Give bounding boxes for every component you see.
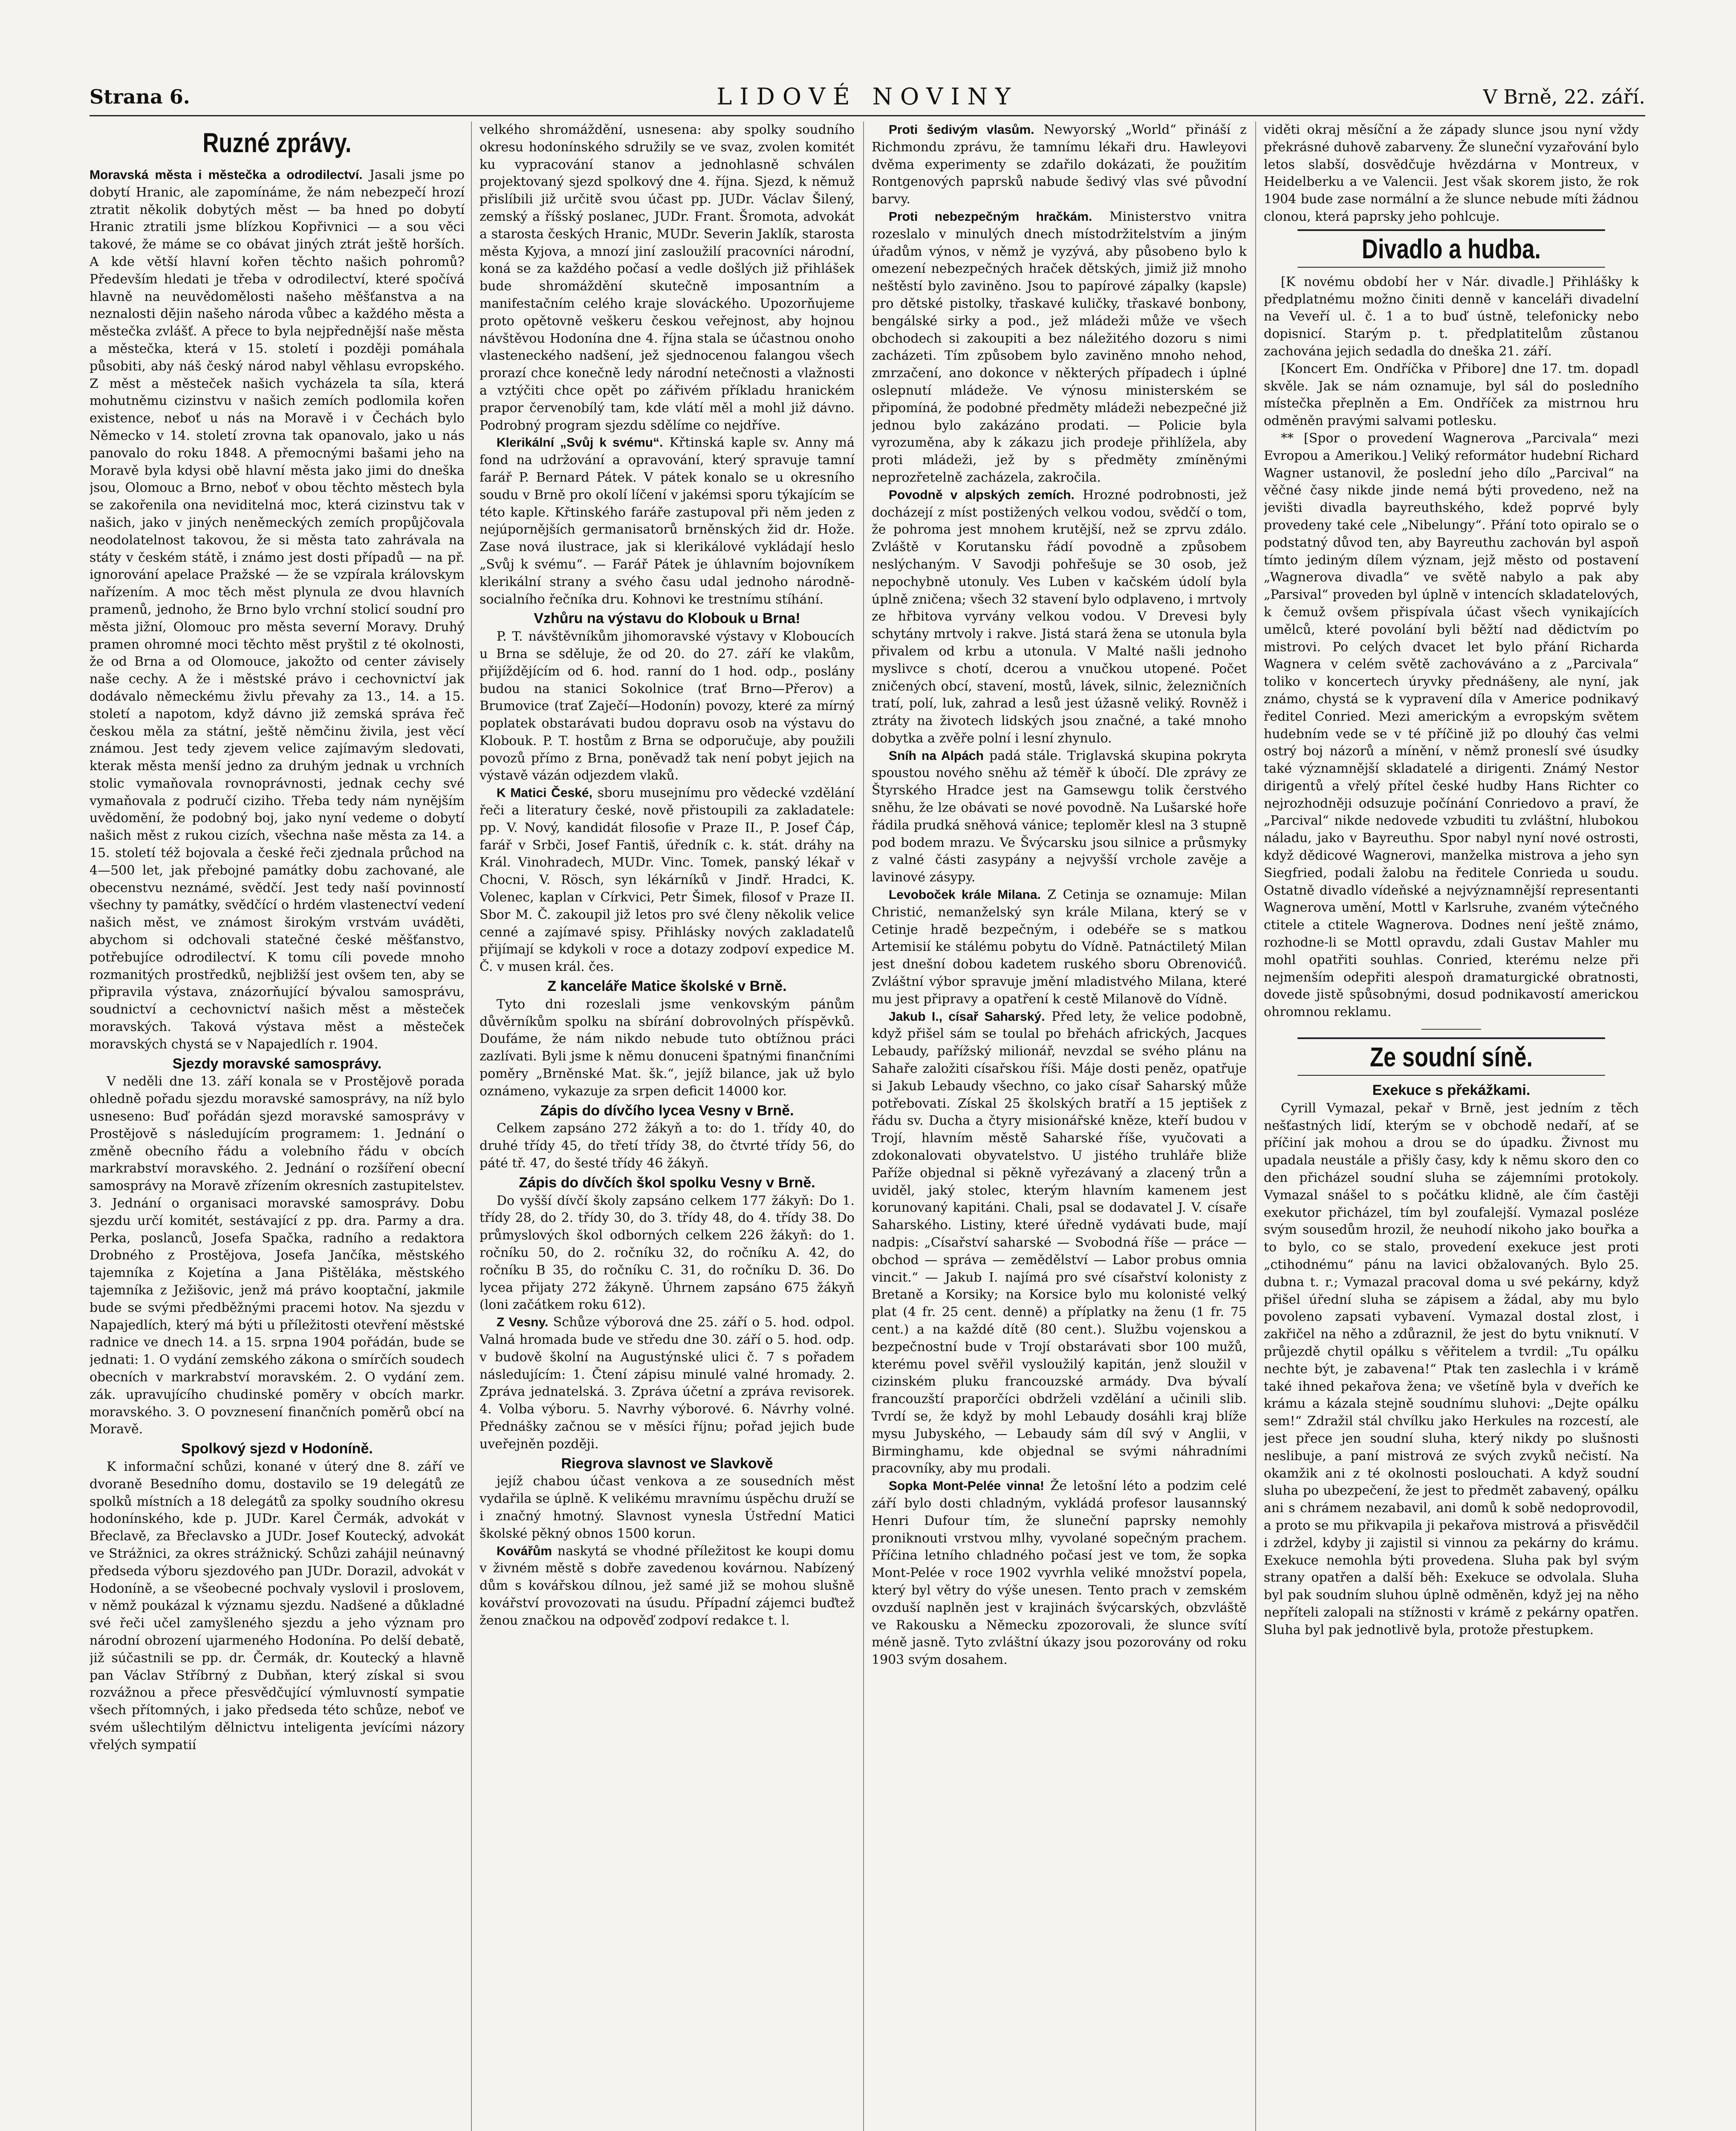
column-4 [1264, 121, 1639, 2131]
article-heading: Klerikální „Svůj k svému“. [497, 436, 663, 450]
article-heading: Jakub I., císař Saharský. [889, 1009, 1045, 1024]
section-title: Ruzné zprávy. [202, 127, 352, 158]
article-text: Z Cetinja se oznamuje: Milan Christić, nemanželský syn krále Milana, který se v Cetinje hradě bezpečným, i odebéře se s matkou Artemisií ke stálému pobytu do Vídně. Patnáctiletý Milan jest dnešní dobou kadetem ruského sboru Obrenovićů. Zvláštní výbor spravuje jmění mladistvého Milana, které mu jest připravy a opatření k cestě Milanově do Vídně. [872, 887, 1247, 1007]
article [479, 1543, 855, 1630]
article-heading: Sníh na Alpách [889, 748, 984, 763]
article-heading: Kovářům [497, 1544, 552, 1558]
article-text: velkého shromáždění, usnesena: aby spolky soudního okresu hodonínského sdružily se ve svaz, zvolen komitét ku vypracování stanov a jednohlasně schválen projektovaný sjezd spolkový dne 4. října. Sjezd, k němuž přislíbili již určitě svou účast pp. JUDr. Václav Šilený, zemský a říšský poslanec, JUDr. Frant. Šromota, advokát a starosta českých Hranic, MUDr. Severin Jaklík, starosta města Kyjova, a mnozí jiní zasloužilí pracovníci národní, koná se za každého počasí a vedle došlých již přihlášek bude shromáždění skutečně imposantním a manifestačním celého kraje slováckého. Upozorňujeme proto opětovně veškeru českou veřejnost, aby hojnou návštěvou Hodonína dne 4. října stala se účastnou onoho vlasteneckého nadšení, jež sjednocenou falangou všech prorazí chce konečně ledy národní netečnosti a vlažnosti a vztýčiti chce opět po zářivém příkladu hranickém prapor červenobílý tam, kde vlátí měl a mohl již dávno. Podrobný program sjezdu sdělíme co nejdříve. [479, 122, 855, 433]
article-text: [K novému období her v Nár. divadle.] Přihlášky k předplatnému možno činiti denně v kanceláři divadelní na Veveří ul. č. 1 a to buď ústně, telefonicky nebo dopisnicí. Starým p. t. předplatitelům zůstanou zachována jejich sedadla do dneška 21. září. [1264, 274, 1639, 359]
section-title: Divadlo a hudba. [1297, 229, 1605, 268]
article-text: ** [Spor o provedení Wagnerova „Parcivala“ mezi Evropou a Amerikou.] Veliký reformátor hudební Richard Wagner ustanovil, že poslední jeho dílo „Parcival“ na věčné časy nikde jinde nemá býti provedeno, než na jevišti divadla bayreuthského, kdež poprvé byly provedeny také cele „Nibelungy“. Přání toto opiralo se o podstatný důvod ten, aby Bayreuthu zachován byl aspoň tímto jediným dílem význam, jejž město od postavení „Wagnerova divadla“ ve světě nabylo a pak aby „Parsival“ proveden byl úplně v intencích skladatelových, k čemuž ovšem přispívala účast všech vynikajících umělců, které povolání byli běžtí nad dědictvím po mistrovi. Po celých dvacet let bylo přání Richarda Wagnera v celém světě zachováváno a z „Parcivala“ toliko v koncertech úryvky přednášeny, ale nyní, jak známo, chystá se k vypravení díla v Americe podnikavý ředitel Conried. Mezi americkým a evropským světem hudebním vede se v té příčině již po dlouhý čas velmi ostrý boj názorů a mínění, v němž proneslí své úsudky také významnější skladatelé a dirigenti. Známý Nestor dirigentů a vřelý přítel české hudby Hans Richter co nejrozhodněji odsuzuje počínání Conriedovo a praví, že „Parcival“ nikde nedovede vzbuditi tu zvláštní, hlubokou náladu, jako v Bayreuthu. Spor nabyl nyní nové ostrosti, když dědicové Wagnerovi, manželka mistrova a jeho syn Siegfried, podali žalobu na ředitele Conrieda u soudu. Ostatně divadlo vídeňské a nejvýznamnější representanti Wagnerova umění, Mottl v Karlsruhe, zvaném výtečného ctitele a ctitele Wagnerova. Dodnes není ještě známo, rozhodne-li se Mottl opravdu, zdali Gustav Mahler mu mohl opatřiti souhlas. Conried, kterému nelze při nejmenším odepřiti alespoň dramaturgické obratnosti, dovede jistě spůsobnými, dosud podnikavostí americkou ohromnou reklamu. [1264, 430, 1639, 1020]
article-text: sboru musejnímu pro vědecké vzdělání řeči a literatury české, nově přistoupili za zakladatele: pp. V. Nový, kandidát filosofie v Praze II., P. Josef Čáp, farář v Srbči, Josef Fantiš, úředník c. k. stát. dráhy na Král. Vinohradech, MUDr. Vinc. Tomek, panský lékař v Chocni, V. Rösch, syn lékárníků v Jindř. Hradci, K. Volenec, kaplan v Církvici, Petr Šimek, filosof v Praze II. Sbor M. Č. zakoupil již letos pro své členy několik velice cenné a zajímavé spisy. Přihlásky nových zakladatelů přijímají se kdykoli v roce a dotazy zodpoví expedice M. Č. v musen král. čes. [479, 785, 855, 975]
article [479, 434, 855, 608]
article-heading: Proti šedivým vlasům. [889, 123, 1034, 137]
article-text: V neděli dne 13. září konala se v Prostějově porada ohledně pořadu sjezdu moravské samosprávy, na níž bylo usneseno: Buď pořádán sjezd moravské samosprávy v Prostějově s následujícím programem: 1. Jednání o změně obecního řádu a volebního řádu v obcích markrabství moravského. 2. Jednání o rozšíření obecní samosprávy na Moravě zřízením okresních zastupitelstev. 3. Jednání o organisaci moravské samosprávy. Dobu sjezdu určí komitét, sestávající z pp. dra. Parmy a dra. Perka, poslanců, Josefa Spačka, radního a redaktora Drobného z Prostějova, Josefa Jančíka, městského tajemníka z Kojetína a Jana Pištěláka, městského tajemníka z Ježišovic, jenž má právo kooptační, jakmile bude se svými předběžnými pracemi hotov. Na sjezdu v Napajedlích, který má býti u příležitosti otevření městské radnice ve dnech 14. a 15. srpna 1904 pořádán, bude se jednati: 1. O vydání zemského zákona o smírčích soudech obecních v markrabství moravském. 2. O vydání zem. zák. upravujícího chudinské poměry v obcích markr. moravského. 3. O povznesení finančních poměrů obcí na Moravě. [90, 1074, 465, 1437]
article-text: P. T. návštěvníkům jihomoravské výstavy v Kloboucích u Brna se sděluje, že od 20. do 27. září ke vlakům, přijíždějícím od 6. hod. ranní do 1 hod. odp., poslány budou na stanici Sokolnice (trať Brno—Přerov) a Brumovice (trať Zaječí—Hodonín) povozy, které za mírný poplatek obstarávati budou dopravu osob na výstavu do Klobouk. P. T. hostům z Brna se odporučuje, aby použili povozů přímo z Brna, poněvadž tak není pobyt jejich na výstavě vázán odjezdem vlaků. [479, 629, 855, 783]
article [872, 208, 1247, 487]
column-1 [90, 121, 465, 2131]
article-text: Newyorský „World“ přináší z Richmondu zprávu, že tamnímu lékaři dru. Hawleyovi dvěma experimenty se zdařilo dokázati, že použitím Rontgenových paprsků nabude šedivý vlas své původní barvy. [872, 122, 1247, 207]
issue-date: V Brně, 22. září. [1483, 85, 1645, 108]
article [90, 167, 465, 1054]
article-text: Ministerstvo vnitra rozeslalo v minulých dnech místodržitelstvím a jiným úřadům výnos, v němž je vyzývá, aby působeno bylo k omezení nebezpečných hraček dětských, jimiž již mnoho neštěstí bylo zaviněno. Jsou to papírové zápalky (kapsle) pro dětské pistolky, třaskavé kuličky, třaskavé bonbony, bengálské sirky a pod., jež mládeži může ve všech obchodech si zakoupiti a bez náležitého dozoru s nimi zacházeti. Tím způsobem bylo zaviněno mnoho nehod, zmrzačení, ano dokonce v některých případech i úplné oslepnutí mládeže. Ve výnosu ministerském se připomíná, že podobné předměty mládeži nebezpečné již jednou bylo zakázáno prodati. — Policie byla vyrozuměna, aby k zákazu jich prodeje přihlížela, aby proti mládeži, jež by s předměty zmíněnými neprozřetelně zacházela, zakročila. [872, 209, 1247, 485]
article-heading: Proti nebezpečným hračkám. [889, 209, 1092, 224]
article-text: Křtinská kaple sv. Anny má fond na udržování a opravování, který spravuje tamní farář P. Bernard Pátek. V pátek konalo se u okresního soudu v Brně pro okolí líčení v jakémsi sporu týkajícím se této kaple. Křtinského faráře zastupoval při něm jeden z nejúpornějších germanisatorů brněnských žid dr. Hože. Zase nová ilustrace, jak si klerikálové vykládají heslo „Svůj k svému“. — Farář Pátek je úhlavním bojovníkem klerikální strany a svého času udal jednoho národně-socialního řečníka dru. Kohnovi ke trestnímu stíhání. [479, 435, 855, 607]
column-rule [863, 121, 864, 2131]
column-2 [479, 121, 855, 2131]
article-heading: Zápis do dívčích škol spolku Vesny v Brně. [519, 1174, 815, 1191]
article-text: Jasali jsme po dobytí Hranic, ale zapomínáme, že nám nebezpečí hrozí ztratit několik dobytých měst — ba hned po dobytí Hranic ztratili jsme blízkou Kopřivnici — a sou věci takové, že máme se co obávat jiných ztrát ještě horších. A kde větší hlavní kořen těchto našich pohromů? Především hledati je třeba v odrodilectví, které spočívá hlavně na neuvědomělosti našeho měšťanstva a na neznalosti dějin našeho národa vůbec a každého města a městečka zvlášť. A přece to byla nejpřednější naše města a městečka, která v 15. století i později pomáhala působiti, aby náš český národ nabyl věhlasu evropského. Z měst a městeček našich vycházela ta síla, která mohutněmu cizinstvu v našich zemích podlomila kořen existence, neboť u nás na Moravě i v Čechách bylo Německo v 14. století zrovna tak opanovalo, jako u nás panovalo do roku 1848. A přemocnými bašami jeho na Moravě byla kdysi obě hlavní města jako jimi do dneška jsou, Olomouc a Brno, neboť v obou těchto městech byla se zakořenila ona neviditelná moc, která cizinstvu tak v našich, jako v jiných neněmeckých zemích propůjčovala neodolatelnost takovou, že si města tato zahrávala na státy v českém státě, i známo jest dosti případů — na př. ignorování apelace Pražské — že se vzpírala královskym nařízením. A moc těch měst plynula ze dvou hlavních pramenů, jednoho, že Brno bylo vrchní stolicí soudní pro města jižní, Olomouc pro města severní Moravy. Druhý pramen ohromné moci těchto měst pryštil z té okolnosti, že od Brna a od Olomouce, jakožto od center závisely naše cechy. A že i městské právo i cechovnictví jak dodávalo německému živlu převahy za 13., 14. a 15. století a napotom, když dávno již zemská správa řeč českou měla za státní, ještě němčinu živila, jest věcí známou. Jest tedy zjevem velice zajímavým sledovati, kterak města menší jedno za druhým jednak u vrchních stolic vymaňovala rovnoprávnosti, jednak cechy své vymaňovala z područí ciziho. Třeba tedy nám nynějším uvědomění, že podobný boj, jako nyní vedeme o dobytí našich měst z rukou cizích, všechna naše města za 14. a 15. století též bojovala a české řeči zjednala průchod na 4—500 let, jak přebojné památky dobu zachované, ale obecenstvu neznámé, svědčí. Jest tedy naší povinností všechny ty památky, svědčící o hrdém vlastenectví vedení našich měst, ve známost širokým vrstvám uváděti, abychom si odchovali statečné české měšťanstvo, potřebujíce odrodilectví. K tomu cíli povede mnoho rozmanitých prostředků, nejbližší jest ovšem ten, aby se připravila výstava, znázorňující bývalou samosprávu, soudnictví a cechovnictví našich měst a městeček moravských. Taková výstava měst a městeček moravských chystá se v Napajedlích r. 1904. [90, 167, 465, 1052]
article-heading: Zápis do dívčího lycea Vesny v Brně. [540, 1102, 794, 1119]
article [872, 1008, 1247, 1478]
article-heading: Riegrova slavnost ve Slavkově [561, 1455, 773, 1472]
article-heading: Vzhůru na výstavu do Klobouk u Brna! [534, 610, 800, 627]
article-heading: Z kanceláře Matice školské v Brně. [547, 978, 787, 995]
page-header [90, 77, 1645, 116]
article-heading: Povodně v alpských zemích. [889, 488, 1075, 502]
article-text: Hrozné podrobnosti, jež docházejí z míst postižených velkou vodou, svědčí o tom, že pohroma jest mnohem krutější, než se zprvu zdálo. Zvláště v Korutansku řádí povodně a způsobem neslýchaným. V Savodji pohřešuje se 30 osob, jež nepochybně utonuly. Ves Luben v kačském údolí byla úplně zničena; všech 32 stavení bylo odplaveno, i mrtvoly ze hřbitova vyrvány velkou vodou. V Drevesi byly schytány mrtvoly i rakve. Jistá stará žena se utonula byla přivalem od krbu a utonula. V Malté našli jednoho myslivce s chotí, dcerou a vnučkou utopené. Počet zničených obcí, stavení, mostů, lávek, silnic, železničních tratí, polí, luk, zahrad a lesů jest úžasně veliký. Rovněž i ztráty na životech lidských jsou značné, a také mnoho dobytka a zvěře polní i lesní zhynulo. [872, 487, 1247, 746]
article-heading: Exekuce s překážkami. [1372, 1082, 1531, 1099]
article-heading: Levoboček krále Milana. [889, 888, 1041, 902]
section-title: Ze soudní síně. [1297, 1037, 1605, 1076]
article [872, 487, 1247, 748]
page-number: Strana 6. [90, 85, 190, 108]
article-heading: Sopka Mont-Pelée vinna! [889, 1479, 1044, 1493]
divider [1421, 1029, 1481, 1030]
article-text: naskytá se vhodné příležitost ke koupi domu v živném městě s dobře zavedenou kovárnou. Nabízený dům s kovářskou dílnou, jež samé již se mohou slušně kovářství provozovati na úsudu. Případní zájemci buďtež ženou značkou na odpověď zodpoví redakce t. l. [479, 1543, 855, 1628]
article-heading: Z Vesny. [497, 1315, 549, 1330]
article [872, 121, 1247, 208]
article-heading: K Matici České, [497, 786, 592, 800]
article [479, 1314, 855, 1453]
article [872, 1478, 1247, 1669]
article [872, 748, 1247, 886]
article [872, 886, 1247, 1008]
article-text: [Koncert Em. Ondříčka v Přibore] dne 17. tm. dopadl skvěle. Jak se nám oznamuje, byl sál do posledního místečka přeplněn a Em. Ondříček za mistrnou hru odměněn pravými salvami potlesku. [1264, 361, 1639, 429]
column-rule [1255, 121, 1256, 2131]
article-heading: Spolkový sjezd v Hodoníně. [181, 1441, 373, 1457]
article [479, 785, 855, 976]
article-text: jejíž chabou účast venkova a ze sousedních měst vydařila se úplně. K velikému mravnímu úspěchu druží se i značný hmotný. Slavnost vynesla Ústřední Matici školské pěkný obnos 1500 korun. [479, 1474, 855, 1541]
column-3 [872, 121, 1247, 2131]
article-text: Celkem zapsáno 272 žákyň a to: do 1. třídy 40, do druhé třídy 45, do třetí třídy 38, do čtvrté třídy 56, do páté tř. 47, do šesté třídy 46 žákyň. [479, 1121, 855, 1171]
article-heading: Sjezdy moravské samosprávy. [172, 1055, 382, 1072]
article-text: Cyrill Vymazal, pekař v Brně, jest jedním z těch nešťastných lidí, kterým se v obchodě nedaří, ať se příčiní jak mohou a drou se do úpadku. Živnost mu upadala neustále a přišly časy, kdy k němu skoro den co den přicházel soudní sluha se zájemními protokoly. Vymazal snášel to s počátku klidně, ale čím častěji exekutor přicházel, tím byl zoufalejší. Vymazal posléze svým sousedům hrozil, že neuhodí nikoho jako bouřka a to bylo, co se stalo, provedení exekuce jest proti „ctihodnému“ pánu na lavici obžalovaných. Bylo 25. dubna t. r.; Vymazal pracoval doma u své pekárny, když přišel úřední sluha se zápisem a žádal, aby mu bylo povoleno zapsati vybavení. Vymazal dostal zlost, i zakřičel na něho a zdůraznil, že jest do bytu vniknutí. V průjezdě chytil opálku s věřitelem a tvrdil: „Tu opálku nechte být, je zabavena!“ Ptak ten zaslechla i v krámě také ihned pekařova žena; ve všetíně byla v dveřích ke krámu a kázala stejně soudnímu sluhovi: „Dejte opálku sem!“ Zdražil stál chvílku jako Herkules na rozcestí, ale jest přece jen soudní sluha, který nikdy po slušnosti neslibuje, a paní mistrová ze svých zvyků nečistí. Na okamžik ani z té okolnosti poslouchati. A když soudní sluha po ubezpečení, že jest to předmět zabavený, opálku ani s chrámem nezabavil, ani domů k sobě nedoprovodil, a proto se mu přikvapila ji pekařova mistrová a přisvědčil i zdržel, kdyby ji zajistil si vinnou za pekárny do krámu. Exekuce nemohla býti provedena. Sluha pak byl svým strany opatřen a další běh: Exekuce se odvolala. Sluha byl pak soudním sluhou úplně odměněn, když jej na něho nepříteli zalopali na stížnosti v krámě z pekárny opatřen. Sluha byl pak jednotlivě byla, protože přestupkem. [1264, 1100, 1639, 1637]
article-text: Tyto dni rozeslali jsme venkovským pánům důvěrníkům spolku na sbírání dobrovolných příspěvků. Doufáme, že nám nikdo nebude tuto obtížnou práci zazlívati. Byli jsme k němu donuceni špatnými finančními poměry „Brněnské Mat. šk.“, jejíž bilance, jak už bylo oznámeno, vykazuje za srpen deficit 14000 kor. [479, 996, 855, 1099]
article-text: padá stále. Triglavská skupina pokryta spoustou nového sněhu až téměř k úbočí. Dle zprávy ze Štyrského Hradce jest na Gamsewgu tolik čerstvého sněhu, že lze obávati se nové povodně. Na Lušarské hoře řádila prudká sněhová vánice; teploměr klesl na 3 stupně pod bodem mrazu. Ve Švýcarsku jsou silnice a průsmyky z valné části zasypány a nejvyšší vrchole zavěje a lavinové zásypy. [872, 748, 1247, 885]
article-text: Že letošní léto a podzim celé září bylo dosti chladným, vykládá profesor lausannský Henri Dufour tím, že sluneční paprsky nemohly proniknouti vrstvou mlhy, vyvolané sopečným prachem. Příčina letního chladného počasí jest ve tom, že sopka Mont-Pelée v roce 1902 vyvrhla veliké množství popela, který byl větry do výše unesen. Tento prach v zemském ovzduší naplněn jest v krajinách švýcarských, obzvláště ve Rakousku a Německu zpozorovali, že slunce svítí méně jasně. Tyto zvláštní úkazy jsou pozorovány od roku 1903 svým dosahem. [872, 1478, 1247, 1668]
article-text: K informační schůzi, konané v úterý dne 8. září ve dvoraně Besedního domu, dostavilo se 19 delegátů ze spolků místních a 18 delegátů za spolky soudního okresu hodonínského, kde p. JUDr. Karel Čermák, advokát v Břeclavě, za Břeclavsko a JUDr. Josef Koutecký, advokát ve Strážnici, za okres strážnický. Schůzi zahájil neúnavný předseda výboru sjezdového pan JUDr. Dorazil, advokát v Hodoníně, a se všeobecné pochvaly vyslovil i proslovem, v němž poukázal k významu sjezdu. Nadšené a důkladné své řeči učel zamyšleného sjezdu a jeho význam pro národní obrození ujarmeného Hodonína. Po delší debatě, již súčastnili se pp. dr. Čermák, dr. Koutecký a hlavně pan Václav Stříbrný z Dubňan, který získal si svou rozvážnou a přece přesvědčující výmluvností sympatie všech přítomných, i jako předseda této schůze, neboť ve svém ušlechtilým dělnictvu inteligenta jevícími názory vřelých sympatií [90, 1459, 465, 1753]
article-text: Schůze výborová dne 25. září o 5. hod. odpol. Valná hromada bude ve středu dne 30. září o 5. hod. odp. v budově školní na Augustýnské ulici č. 7 s pořadem následujícím: 1. Čtení zápisu minulé valné hromady. 2. Zpráva jednatelská. 3. Zpráva účetní a zpráva revisorek. 4. Volba výboru. 5. Navrhy výborové. 6. Návrhy volné. Přednášky začnou se v měsíci říjnu; pořad jejich bude uveřejněn později. [479, 1315, 855, 1452]
column-rule [471, 121, 472, 2131]
article-text: Do vyšší dívčí školy zapsáno celkem 177 žákyň: Do 1. třídy 28, do 2. třídy 30, do 3. třídy 48, do 4. třídy 38. Do průmyslových škol odborných celkem 226 žákyň: do 1. ročníku 50, do 2. ročníku 32, do ročníku A. 42, do ročníku B 35, do ročníku C. 31, do ročníku D. 36. Do lycea přijaty 272 žákyně. Úhrnem zapsáno 675 žákyň (loni začátkem roku 612). [479, 1193, 855, 1313]
article-heading: Moravská města i městečka a odrodilectví. [90, 168, 363, 182]
article-text: viděti okraj měsíční a že západy slunce jsou nyní vždy překrásné duhově zabarveny. Že sluneční vyzařování bylo letos slabší, dosvědčuje hvězdárna v Montreux, v Heidelberku a ve Valencii. Jest však skorem jisto, že rok 1904 bude zase normální a že slunce nebude míti žádnou clonou, která paprsky jeho pohlcuje. [1264, 122, 1639, 224]
article-text: Před lety, že velice podobně, když přišel sám se toulal po břehách afrických, Jacques Lebaudy, pařížský milionář, nevzdal se svého plánu na Sahaře založiti císařskou říši. Máje dosti peněz, opatřuje si Jakub Lebaudy všechno, co jako císař Saharský může potřebovati. Získal 25 školských bratří a 15 jeptišek z řádu sv. Ducha a čtyry misionářské kněze, kteří budou v Trojí, hlavním městě Saharské říše, vyučovati a zdokonalovati obyvatelstvo. U jistého truhláře bliže Paříže objednal si pěkně vyřezávaný a zlacený trůn a uviděl, jaký stolec, kterým hlavním kamenem jest korunovaný kapitáni. Chali, psal se dodavatel J. V. císaře Saharského. Listiny, které úředně vydávati bude, mají nadpis: „Císařství saharské — Svobodná říše — práce — obchod — správa — zemědělství — Labor probus omnia vincit.“ — Jakub I. najímá pro své císařství kolonisty z Bretaně a Korsiky; na Korsice bylo mu kolonisté velký plat (4 fr. 25 cent. denně) a příplatky na ženu (1 fr. 75 cent.) a na každé dítě (80 cent.). Službu vojenskou a bezpečnostní bude v Trojí obstarávati sbor 100 mužů, kterému povel svěřil vysloužilý kapitán, jenž sloužil v cizinském pluku francouzské armády. Dva bývalí francouzští praporčíci obdrželi vzdělání a učinili slib. Tvrdí se, že když by mohl Lebaudy dosáhli kraj blíže mysu Jubyského, — Lebaudy sám díl svý v Anglii, v Birminghamu, kde objednal se svými náhradními pracovníky, aby mu prodali. [872, 1009, 1247, 1476]
masthead: LIDOVÉ NOVINY [716, 83, 1018, 110]
